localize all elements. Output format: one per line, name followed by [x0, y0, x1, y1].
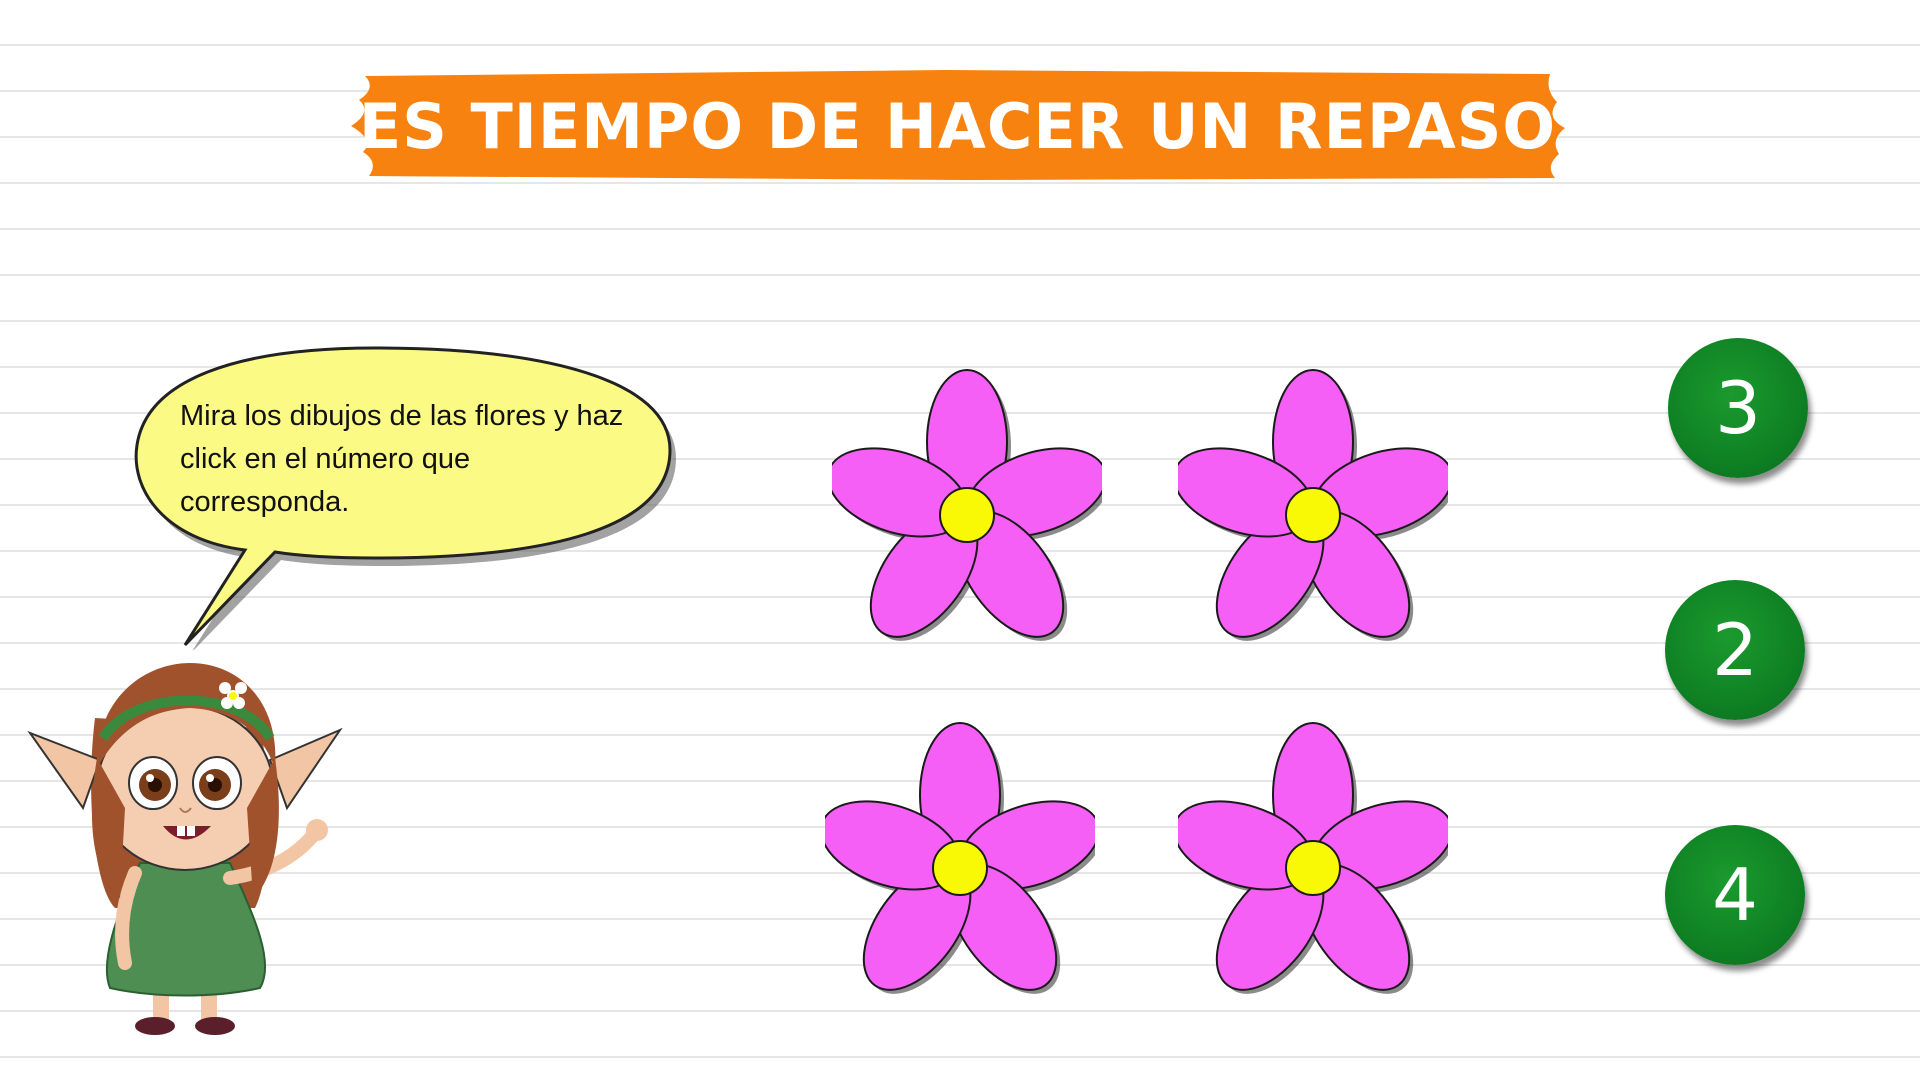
answer-button-4[interactable]: 4 — [1665, 825, 1805, 965]
title-banner — [345, 70, 1570, 182]
speech-bubble — [125, 340, 685, 650]
flower — [832, 360, 1102, 660]
flower — [1178, 360, 1448, 660]
flower — [1178, 713, 1448, 1013]
answer-button-2[interactable]: 2 — [1665, 580, 1805, 720]
instruction-text: Mira los dibujos de las flores y haz click en el número que corresponda. — [180, 400, 624, 518]
answer-button-3[interactable]: 3 — [1668, 338, 1808, 478]
elf-girl-illustration — [25, 648, 355, 1048]
page-title: ES TIEMPO DE HACER UN REPASO — [358, 89, 1557, 163]
flower — [825, 713, 1095, 1013]
